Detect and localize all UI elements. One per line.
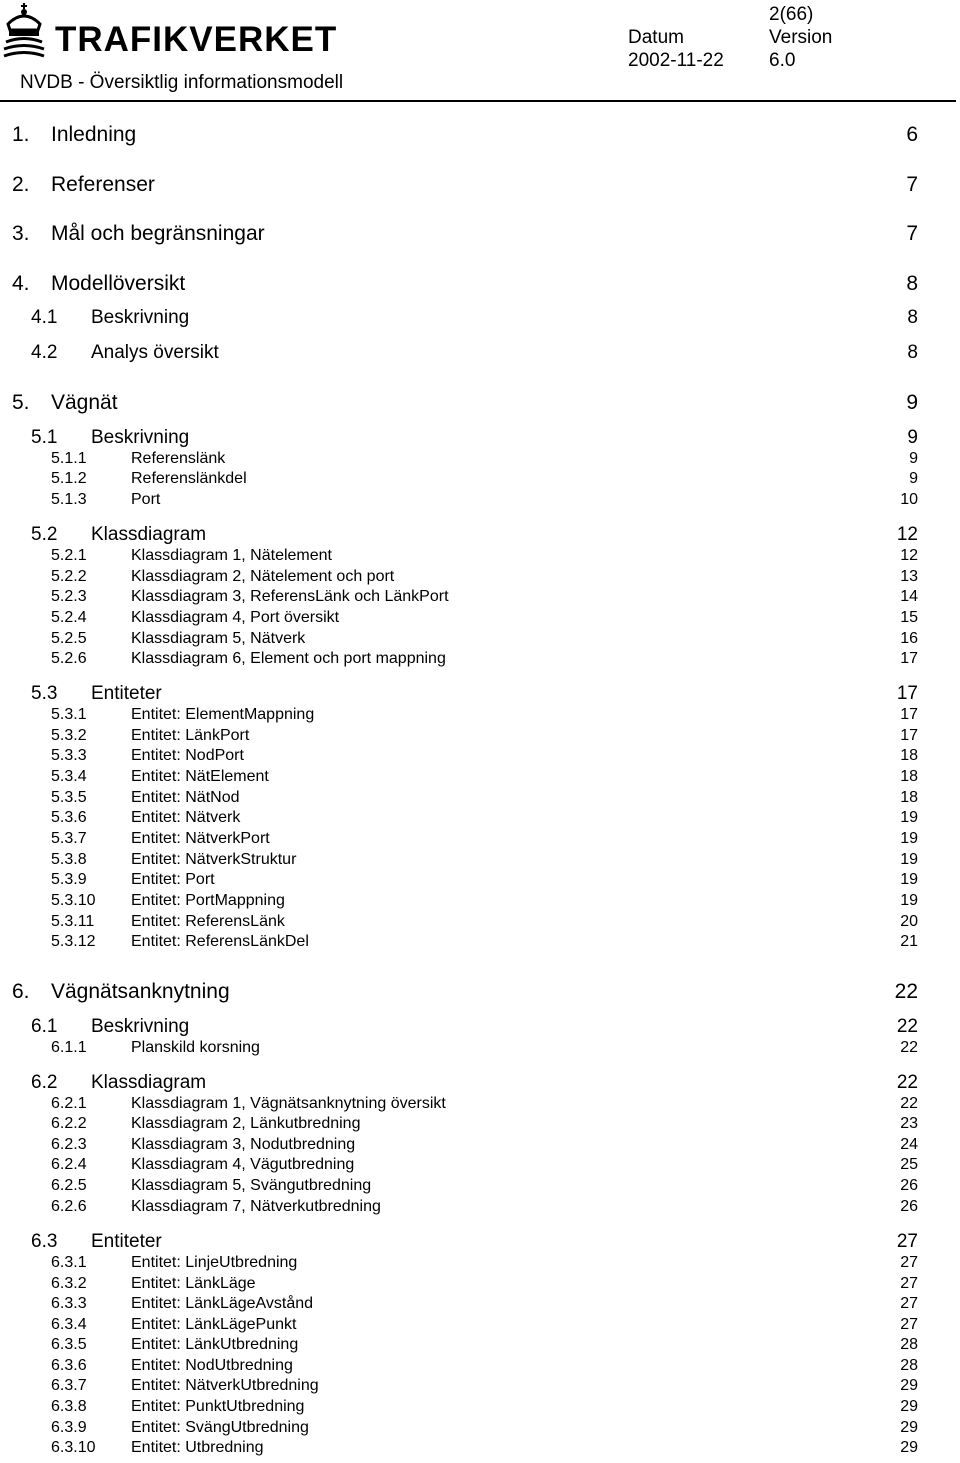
toc-page: 9 bbox=[907, 427, 918, 448]
toc-page: 7 bbox=[906, 222, 918, 245]
toc-page: 24 bbox=[900, 1136, 918, 1153]
toc-title: Entitet: NätverkPort bbox=[131, 830, 270, 847]
toc-number: 4. bbox=[12, 272, 30, 295]
toc-number: 1. bbox=[12, 123, 30, 146]
toc-title: Referenslänkdel bbox=[131, 470, 247, 487]
toc-page: 13 bbox=[900, 568, 918, 585]
toc-title: Entitet: LänkLägePunkt bbox=[131, 1316, 297, 1333]
toc-page: 27 bbox=[900, 1254, 918, 1271]
toc-title: Mål och begränsningar bbox=[51, 222, 265, 245]
toc-page: 7 bbox=[906, 173, 918, 196]
toc-title: Entitet: NodPort bbox=[131, 747, 244, 764]
toc-number: 5.2.6 bbox=[51, 650, 87, 667]
toc-number: 5.3.1 bbox=[51, 706, 87, 723]
toc-number: 5.3.5 bbox=[51, 789, 87, 806]
toc-page: 22 bbox=[900, 1039, 918, 1056]
toc-number: 5.2.2 bbox=[51, 568, 87, 585]
toc-number: 6.2.5 bbox=[51, 1177, 87, 1194]
toc-title: Klassdiagram 4, Vägutbredning bbox=[131, 1156, 355, 1173]
toc-page: 18 bbox=[900, 747, 918, 764]
toc-number: 5.3.10 bbox=[51, 892, 96, 909]
toc-number: 6.3.4 bbox=[51, 1316, 87, 1333]
toc-page: 17 bbox=[900, 727, 918, 744]
toc-number: 6.3.9 bbox=[51, 1419, 87, 1436]
toc-page: 22 bbox=[894, 980, 918, 1003]
toc-page: 27 bbox=[900, 1275, 918, 1292]
toc-title: Klassdiagram bbox=[91, 524, 207, 545]
toc-title: Referenslänk bbox=[131, 450, 226, 467]
toc-title: Entitet: Nätverk bbox=[131, 809, 241, 826]
toc-title: Entitet: NätverkStruktur bbox=[131, 851, 297, 868]
toc-title: Klassdiagram 2, Nätelement och port bbox=[131, 568, 395, 585]
toc-page: 14 bbox=[900, 588, 918, 605]
toc-page: 29 bbox=[900, 1377, 918, 1394]
toc-title: Klassdiagram 1, Vägnätsanknytning översikt bbox=[131, 1095, 446, 1112]
toc-title: Planskild korsning bbox=[131, 1039, 260, 1056]
toc-title: Entitet: LänkLäge bbox=[131, 1275, 256, 1292]
toc-title: Beskrivning bbox=[91, 1016, 190, 1037]
toc-number: 5.2.1 bbox=[51, 547, 87, 564]
toc-number: 4.1 bbox=[31, 307, 58, 328]
toc-title: Entitet: LänkUtbredning bbox=[131, 1336, 299, 1353]
toc-title: Entitet: LinjeUtbredning bbox=[131, 1254, 298, 1271]
toc-page: 15 bbox=[900, 609, 918, 626]
toc-page: 19 bbox=[900, 809, 918, 826]
toc-page: 8 bbox=[906, 272, 918, 295]
toc-number: 5.2.3 bbox=[51, 588, 87, 605]
toc-page: 22 bbox=[900, 1095, 918, 1112]
toc-title: Entitet: LänkPort bbox=[131, 727, 250, 744]
toc-number: 6.2.3 bbox=[51, 1136, 87, 1153]
toc-number: 5.3.3 bbox=[51, 747, 87, 764]
toc-number: 5.2.5 bbox=[51, 630, 87, 647]
toc-number: 5.3.4 bbox=[51, 768, 87, 785]
toc-title: Klassdiagram bbox=[91, 1072, 207, 1093]
toc-title: Entitet: NätNod bbox=[131, 789, 240, 806]
toc-page: 20 bbox=[900, 913, 918, 930]
toc-title: Klassdiagram 1, Nätelement bbox=[131, 547, 332, 564]
toc-number: 6.3 bbox=[31, 1231, 58, 1252]
toc-title: Analys översikt bbox=[91, 342, 219, 363]
brand-name: TRAFIKVERKET bbox=[55, 20, 338, 59]
toc-title: Entitet: LänkLägeAvstånd bbox=[131, 1295, 314, 1312]
toc-number: 5.1.3 bbox=[51, 491, 87, 508]
toc-number: 5.3.6 bbox=[51, 809, 87, 826]
toc-number: 5.3.9 bbox=[51, 871, 87, 888]
toc-page: 29 bbox=[900, 1419, 918, 1436]
toc-page: 9 bbox=[906, 391, 918, 414]
toc-number: 5.3.8 bbox=[51, 851, 87, 868]
toc-title: Entiteter bbox=[91, 683, 162, 704]
toc-page: 16 bbox=[900, 630, 918, 647]
toc-page: 17 bbox=[896, 683, 918, 704]
toc-number: 5.2 bbox=[31, 524, 58, 545]
toc-number: 6.3.3 bbox=[51, 1295, 87, 1312]
toc-number: 2. bbox=[12, 173, 30, 196]
version-value: 6.0 bbox=[769, 50, 796, 71]
date-label: Datum bbox=[628, 27, 684, 48]
toc-number: 3. bbox=[12, 222, 30, 245]
toc-number: 5.3 bbox=[31, 683, 58, 704]
toc-number: 6.2.6 bbox=[51, 1198, 87, 1215]
toc-page: 23 bbox=[900, 1115, 918, 1132]
toc-number: 6.3.1 bbox=[51, 1254, 87, 1271]
toc-title: Klassdiagram 5, Svängutbredning bbox=[131, 1177, 372, 1194]
toc-number: 6.3.7 bbox=[51, 1377, 87, 1394]
date-value: 2002-11-22 bbox=[628, 50, 724, 71]
toc-number: 6.1 bbox=[31, 1016, 58, 1037]
version-label: Version bbox=[769, 27, 833, 48]
toc-page: 27 bbox=[896, 1231, 918, 1252]
toc-title: Klassdiagram 5, Nätverk bbox=[131, 630, 306, 647]
toc-number: 5.3.11 bbox=[51, 913, 95, 930]
toc-page: 8 bbox=[907, 307, 918, 328]
toc-page: 19 bbox=[900, 892, 918, 909]
toc-title: Vägnät bbox=[51, 391, 118, 414]
toc-page: 12 bbox=[900, 547, 918, 564]
toc-title: Klassdiagram 2, Länkutbredning bbox=[131, 1115, 361, 1132]
toc-title: Entitet: Utbredning bbox=[131, 1439, 264, 1456]
toc-title: Entitet: PunktUtbredning bbox=[131, 1398, 305, 1415]
toc-page: 19 bbox=[900, 851, 918, 868]
toc-title: Vägnätsanknytning bbox=[51, 980, 230, 1003]
toc-title: Entitet: ReferensLänkDel bbox=[131, 933, 309, 950]
toc-page: 19 bbox=[900, 871, 918, 888]
page-number: 2(66) bbox=[769, 4, 814, 25]
toc-number: 6.2 bbox=[31, 1072, 58, 1093]
toc-title: Beskrivning bbox=[91, 427, 190, 448]
toc-number: 6.3.10 bbox=[51, 1439, 96, 1456]
toc-title: Entitet: ReferensLänk bbox=[131, 913, 285, 930]
toc-page: 17 bbox=[900, 706, 918, 723]
toc-title: Entitet: ElementMappning bbox=[131, 706, 315, 723]
toc-number: 6.3.6 bbox=[51, 1357, 87, 1374]
toc-number: 5.3.12 bbox=[51, 933, 96, 950]
toc-title: Entitet: NätElement bbox=[131, 768, 269, 785]
toc-page: 29 bbox=[900, 1439, 918, 1456]
toc-number: 5.1.2 bbox=[51, 470, 87, 487]
toc-title: Entiteter bbox=[91, 1231, 162, 1252]
toc-title: Klassdiagram 7, Nätverkutbredning bbox=[131, 1198, 381, 1215]
toc-number: 5.3.2 bbox=[51, 727, 87, 744]
toc-page: 27 bbox=[900, 1316, 918, 1333]
toc-title: Modellöversikt bbox=[51, 272, 186, 295]
toc-page: 8 bbox=[907, 342, 918, 363]
toc-page: 9 bbox=[909, 450, 918, 467]
toc-title: Klassdiagram 6, Element och port mappning bbox=[131, 650, 446, 667]
toc-number: 6.3.8 bbox=[51, 1398, 87, 1415]
toc-page: 22 bbox=[896, 1016, 918, 1037]
toc-page: 19 bbox=[900, 830, 918, 847]
toc-number: 6.3.5 bbox=[51, 1336, 87, 1353]
toc-number: 4.2 bbox=[31, 342, 58, 363]
document-title: NVDB - Översiktlig informationsmodell bbox=[20, 72, 344, 93]
toc-number: 6.2.4 bbox=[51, 1156, 87, 1173]
toc-page: 22 bbox=[896, 1072, 918, 1093]
toc-number: 5.1.1 bbox=[51, 450, 87, 467]
toc-title: Klassdiagram 4, Port översikt bbox=[131, 609, 340, 626]
toc-page: 21 bbox=[900, 933, 918, 950]
toc-page: 26 bbox=[900, 1177, 918, 1194]
toc-number: 6.1.1 bbox=[51, 1039, 87, 1056]
toc-title: Referenser bbox=[51, 173, 155, 196]
toc-number: 5.2.4 bbox=[51, 609, 87, 626]
toc-title: Entitet: PortMappning bbox=[131, 892, 285, 909]
toc-number: 6. bbox=[12, 980, 30, 1003]
toc-page: 29 bbox=[900, 1398, 918, 1415]
toc-number: 6.2.1 bbox=[51, 1095, 87, 1112]
toc-page: 18 bbox=[900, 768, 918, 785]
toc-number: 5. bbox=[12, 391, 30, 414]
toc-page: 6 bbox=[906, 123, 918, 146]
toc-page: 9 bbox=[909, 470, 918, 487]
toc-title: Beskrivning bbox=[91, 307, 190, 328]
toc-page: 25 bbox=[900, 1156, 918, 1173]
toc-title: Inledning bbox=[51, 123, 137, 146]
toc-title: Entitet: NodUtbredning bbox=[131, 1357, 293, 1374]
toc-title: Klassdiagram 3, ReferensLänk och LänkPort bbox=[131, 588, 449, 605]
toc-title: Entitet: SvängUtbredning bbox=[131, 1419, 309, 1436]
toc-page: 18 bbox=[900, 789, 918, 806]
toc-page: 27 bbox=[900, 1295, 918, 1312]
toc-page: 28 bbox=[900, 1357, 918, 1374]
toc-number: 5.1 bbox=[31, 427, 58, 448]
toc-number: 6.2.2 bbox=[51, 1115, 87, 1132]
toc-page: 12 bbox=[896, 524, 918, 545]
toc-title: Klassdiagram 3, Nodutbredning bbox=[131, 1136, 356, 1153]
toc-number: 6.3.2 bbox=[51, 1275, 87, 1292]
toc-page: 17 bbox=[900, 650, 918, 667]
toc-page: 10 bbox=[900, 491, 918, 508]
toc-title: Entitet: Port bbox=[131, 871, 215, 888]
toc-page: 26 bbox=[900, 1198, 918, 1215]
toc-title: Entitet: NätverkUtbredning bbox=[131, 1377, 319, 1394]
toc-title: Port bbox=[131, 491, 161, 508]
toc-page: 28 bbox=[900, 1336, 918, 1353]
toc-number: 5.3.7 bbox=[51, 830, 87, 847]
